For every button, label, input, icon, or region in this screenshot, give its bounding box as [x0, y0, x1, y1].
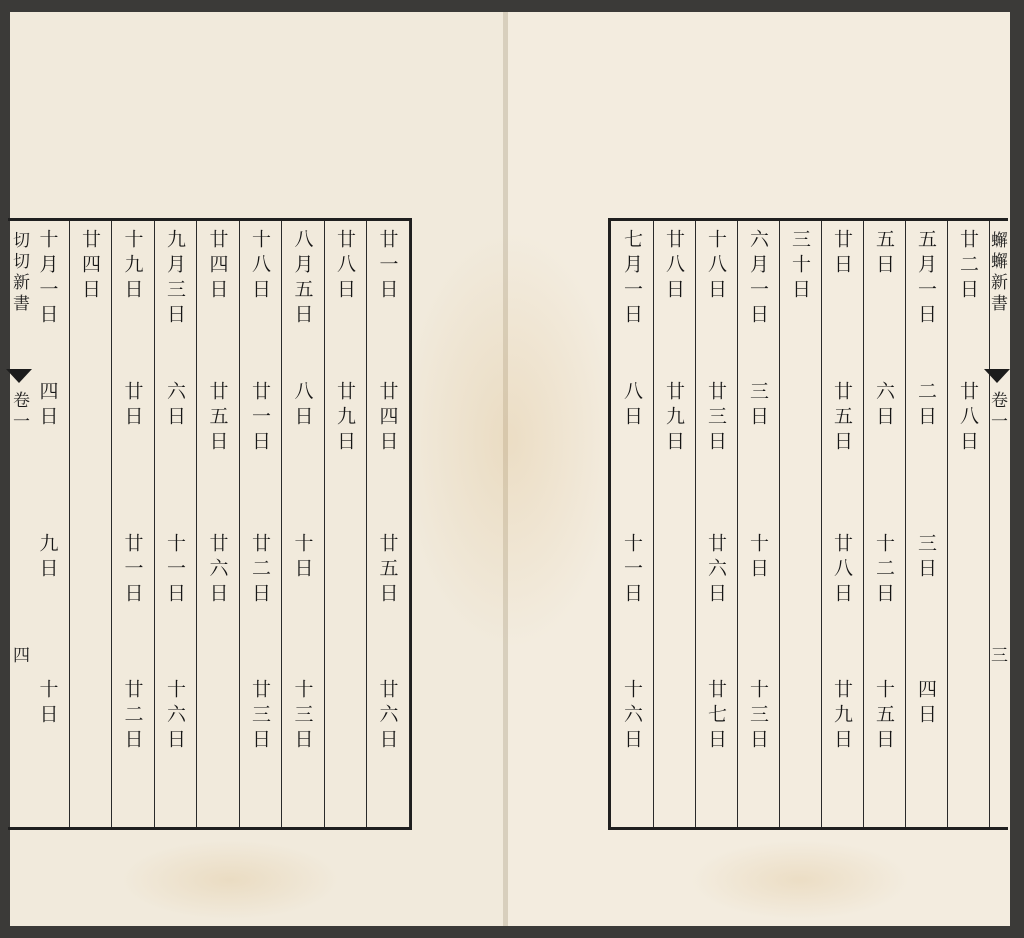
date-entry: 廿一日: [249, 381, 271, 456]
left-margin-page-number: 四: [9, 646, 29, 667]
date-entry: 廿日: [121, 381, 144, 431]
date-entry: 八日: [621, 381, 643, 431]
date-entry: 六月一日: [747, 229, 769, 329]
text-column: [737, 221, 780, 827]
date-entry: 八日: [291, 381, 314, 431]
date-entry: 二日: [915, 381, 937, 431]
date-entry: 廿六日: [206, 533, 229, 608]
date-entry: 四日: [36, 381, 59, 431]
date-entry: 十六日: [164, 679, 186, 754]
right-margin-title: 蠏蠏新書: [987, 231, 1007, 315]
date-entry: 廿一日: [376, 229, 399, 304]
text-column: [282, 221, 325, 827]
text-column: [905, 221, 948, 827]
date-entry: 廿三日: [249, 679, 271, 754]
date-entry: 六日: [873, 381, 895, 431]
text-column: [112, 221, 155, 827]
left-margin-title: 切切新書: [9, 231, 29, 315]
left-margin-volume: 卷一: [9, 391, 29, 433]
text-column: [863, 221, 906, 827]
water-stain: [400, 230, 620, 650]
date-entry: 廿二日: [249, 533, 271, 608]
text-column: [197, 221, 240, 827]
date-entry: 廿五日: [376, 533, 399, 608]
date-entry: 廿五日: [206, 381, 229, 456]
date-entry: 十一日: [621, 533, 643, 608]
text-column: [611, 221, 654, 827]
text-column: [239, 221, 282, 827]
right-margin-page-number: 三: [987, 646, 1007, 667]
date-entry: 五月一日: [915, 229, 937, 329]
date-entry: 十八日: [705, 229, 727, 304]
date-entry: 四日: [915, 679, 937, 729]
date-entry: 五日: [873, 229, 895, 279]
date-entry: 六日: [164, 381, 186, 431]
date-entry: 十三日: [747, 679, 769, 754]
text-column: [154, 221, 197, 827]
date-entry: 十九日: [121, 229, 144, 304]
date-entry: 廿七日: [705, 679, 727, 754]
date-entry: 廿一日: [121, 533, 144, 608]
date-entry: 十三日: [291, 679, 314, 754]
date-entry: 十日: [747, 533, 769, 583]
date-entry: 廿八日: [831, 533, 853, 608]
date-entry: 九月三日: [164, 229, 186, 329]
date-entry: 三日: [915, 533, 937, 583]
text-column: [653, 221, 696, 827]
date-entry: 廿二日: [121, 679, 144, 754]
text-column: [695, 221, 738, 827]
date-entry: 九日: [36, 533, 59, 583]
date-entry: 十月一日: [36, 229, 59, 329]
text-column: [324, 221, 367, 827]
date-entry: 廿六日: [705, 533, 727, 608]
date-entry: 三日: [747, 381, 769, 431]
text-column: [69, 221, 112, 827]
date-entry: 十日: [36, 679, 59, 729]
text-column: [367, 221, 410, 827]
date-entry: 八月五日: [291, 229, 314, 329]
date-entry: 十八日: [249, 229, 271, 304]
date-entry: 廿五日: [831, 381, 853, 456]
water-stain: [690, 840, 910, 920]
date-entry: 廿九日: [831, 679, 853, 754]
right-text-frame: [608, 218, 1008, 830]
text-column: [779, 221, 822, 827]
left-text-frame: [8, 218, 412, 830]
date-entry: 廿九日: [334, 381, 356, 456]
date-entry: 三十日: [789, 229, 811, 304]
date-entry: 廿八日: [334, 229, 356, 304]
date-entry: 十五日: [873, 679, 895, 754]
date-entry: 廿二日: [957, 229, 979, 304]
date-entry: 廿八日: [957, 381, 979, 456]
date-entry: 廿四日: [79, 229, 101, 304]
date-entry: 十一日: [164, 533, 186, 608]
date-entry: 十日: [291, 533, 314, 583]
date-entry: 十六日: [621, 679, 643, 754]
date-entry: 廿四日: [206, 229, 229, 304]
date-entry: 廿六日: [376, 679, 399, 754]
water-stain: [120, 840, 340, 920]
date-entry: 廿日: [831, 229, 853, 279]
text-column: [27, 221, 70, 827]
date-entry: 廿九日: [663, 381, 685, 456]
right-margin-volume: 卷一: [987, 391, 1007, 433]
date-entry: 十二日: [873, 533, 895, 608]
text-column: [821, 221, 864, 827]
date-entry: 廿三日: [705, 381, 727, 456]
date-entry: 廿八日: [663, 229, 685, 304]
date-entry: 廿四日: [376, 381, 399, 456]
date-entry: 七月一日: [621, 229, 643, 329]
